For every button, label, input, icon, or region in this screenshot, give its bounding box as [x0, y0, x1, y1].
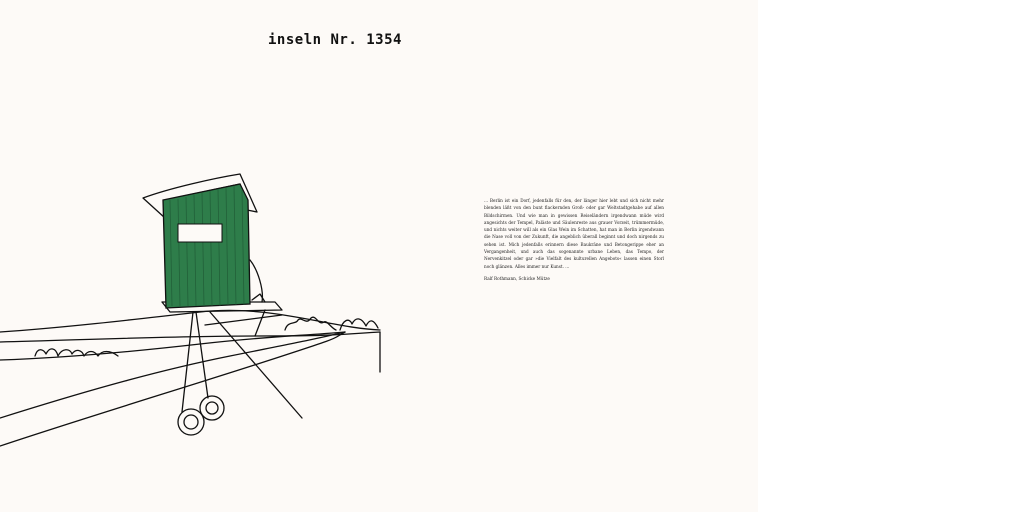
hut-body: [163, 184, 250, 308]
quote-attribution: Ralf Rothmann, Schicke Mütze: [484, 276, 550, 281]
quote-text: ... Berlin ist ein Dorf, jedenfalls für den, der länger hier lebt und sich nicht mehr blenden läßt von den bunt flackernden Groß- oder gar Weltstadtgehabe auf allen Bildschirmen. Und wie man in gewissen Reiseländern irgendwann müde wird angesichts der Tempel, Paläste und Säulenreste aus grauer Vorzeit, trümmermüde, und nichts weiter will als ein Glas Wein im Schatten, hat man in Berlin irgendwann die Nase voll von der Zukunft, die angeblich überall beginnt und doch nirgends zu sehen ist. Mich jedenfalls erinnern diese Baukräne und Betongerippe eher an Vergangenheit, und auch das sogenannte urbane Leben, das Tempo, der Nervenkitzel oder gar »die Vielfalt des kulturellen Angebots« lassen einen Storl noch glänzen. Alles immer nur Kunst. ...: [484, 198, 664, 269]
page-title: inseln Nr. 1354: [268, 32, 402, 48]
hunting-stand-illustration: [0, 160, 400, 460]
